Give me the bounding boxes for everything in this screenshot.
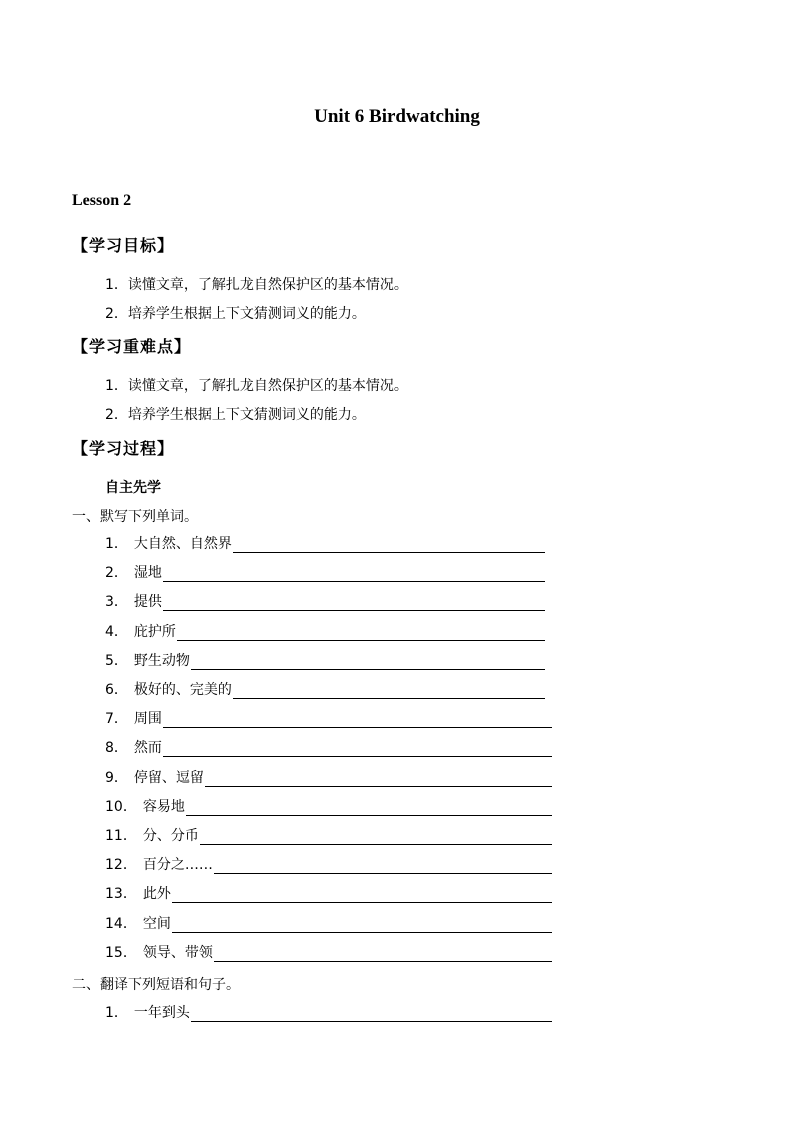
fill-in-row (105, 854, 552, 874)
item-number: 8． (105, 740, 128, 757)
item-number: 9． (105, 769, 128, 786)
fill-in-row (105, 796, 552, 816)
item-number: 5． (105, 652, 128, 669)
item-prompt: 极好的、完美的 (133, 682, 232, 698)
item-prompt: 容易地 (142, 798, 185, 815)
key-point-item: 2．培养学生根据上下文猜测词义的能力。 (105, 407, 366, 423)
item-prompt: 湿地 (133, 565, 162, 582)
self-study-subheading: 自主先学 (105, 480, 161, 496)
fill-in-row (105, 767, 552, 787)
item-prompt: 庇护所 (133, 623, 176, 640)
item-number: 12． (105, 857, 137, 874)
fill-in-row (105, 737, 552, 757)
item-number: 13． (105, 886, 137, 903)
goal-item: 2．培养学生根据上下文猜测词义的能力。 (105, 306, 366, 322)
item-number: 3． (105, 594, 128, 611)
answer-blank[interactable] (191, 653, 545, 670)
part-two-title: 二、翻译下列短语和句子。 (72, 977, 240, 993)
item-number: 10． (105, 798, 137, 815)
fill-in-row (105, 679, 545, 699)
fill-in-row (105, 883, 552, 903)
fill-in-row (105, 708, 552, 728)
answer-blank[interactable] (163, 565, 545, 582)
answer-blank[interactable] (214, 945, 552, 962)
item-prompt: 分、分币 (142, 828, 199, 844)
answer-blank[interactable] (233, 536, 545, 553)
item-number: 15． (105, 944, 137, 961)
fill-in-row (105, 562, 545, 582)
fill-in-row (105, 1002, 552, 1022)
lesson-label: Lesson 2 (72, 192, 132, 209)
fill-in-row (105, 913, 552, 933)
goals-heading: 【学习目标】 (72, 236, 175, 255)
fill-in-row (105, 621, 545, 641)
key-point-item: 1．读懂文章，了解扎龙自然保护区的基本情况。 (105, 378, 408, 394)
item-number: 7． (105, 711, 128, 728)
answer-blank[interactable] (163, 711, 552, 728)
answer-blank[interactable] (177, 624, 545, 641)
item-prompt: 空间 (142, 915, 171, 932)
item-number: 2． (105, 565, 128, 582)
process-heading: 【学习过程】 (72, 439, 175, 458)
item-prompt: 野生动物 (133, 652, 190, 669)
item-number: 11． (105, 828, 137, 844)
item-number: 4． (105, 623, 128, 640)
item-prompt: 提供 (133, 594, 162, 611)
answer-blank[interactable] (186, 799, 552, 816)
part-one-title: 一、默写下列单词。 (72, 509, 198, 525)
item-prompt: 此外 (142, 886, 171, 903)
fill-in-row (105, 825, 552, 845)
goal-item: 1．读懂文章，了解扎龙自然保护区的基本情况。 (105, 277, 408, 293)
item-prompt: 百分之…… (142, 857, 213, 874)
answer-blank[interactable] (163, 594, 545, 611)
answer-blank[interactable] (205, 770, 552, 787)
answer-blank[interactable] (214, 857, 552, 874)
answer-blank[interactable] (200, 828, 552, 845)
fill-in-row (105, 650, 545, 670)
answer-blank[interactable] (172, 886, 552, 903)
item-prompt: 周围 (133, 711, 162, 728)
answer-blank[interactable] (233, 682, 545, 699)
item-number: 1． (105, 536, 128, 552)
item-prompt: 然而 (133, 740, 162, 757)
fill-in-row (105, 942, 552, 962)
item-prompt: 大自然、自然界 (133, 536, 232, 552)
item-prompt: 领导、带领 (142, 944, 213, 961)
item-number: 14． (105, 915, 137, 932)
fill-in-row (105, 591, 545, 611)
item-number: 1． (105, 1005, 128, 1021)
item-prompt: 一年到头 (133, 1005, 190, 1021)
answer-blank[interactable] (172, 916, 552, 933)
item-prompt: 停留、逗留 (133, 769, 204, 786)
key-points-heading: 【学习重难点】 (72, 337, 192, 356)
document-title: Unit 6 Birdwatching (314, 106, 480, 127)
fill-in-row (105, 533, 545, 553)
item-number: 6． (105, 682, 128, 698)
answer-blank[interactable] (191, 1005, 552, 1022)
answer-blank[interactable] (163, 740, 552, 757)
